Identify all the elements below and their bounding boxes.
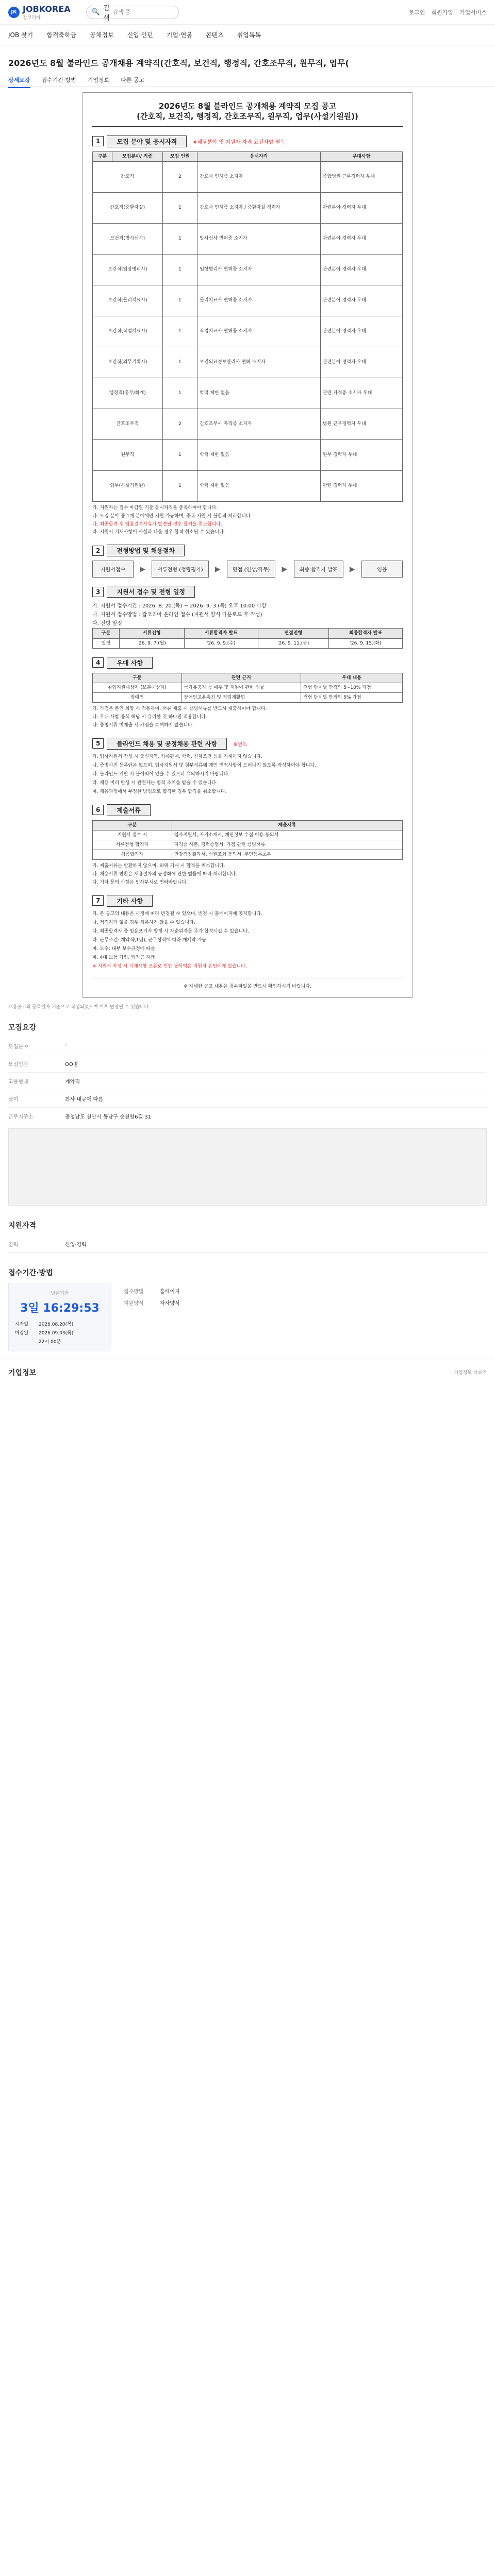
col-header: 구분 [93,673,182,683]
table-cell: 관련분야 경력자 우대 [320,254,402,285]
kv-key: 근무지주소 [8,1108,65,1125]
main-nav [0,25,495,45]
note-line: 나. 채용서류 반환은 채용절차의 공정화에 관한 법률에 따라 처리합니다. [92,872,237,877]
nav-intern[interactable]: 신입·인턴 [127,31,153,39]
flow-step: 지원서접수 [92,561,134,578]
table-cell: '26. 9. 11.(금) [258,638,328,648]
table-cell: 임상병리사 면허증 소지자 [197,254,321,285]
preference-table [92,673,403,703]
section-title: 모집요강 [8,1023,37,1032]
note-line: 나. 모집 분야 중 1개 분야에만 지원 가능하며, 중복 지원 시 불합격 처리합니다. [92,513,252,519]
table-row [93,470,403,501]
nav-bonus[interactable]: 합격축하금 [46,31,77,39]
table-cell: 취업지원대상자 (보훈대상자) [93,683,182,692]
text-line: 라. 채용 비리 발생 시 관련자는 법적 조치를 받을 수 있습니다. [92,780,218,786]
arrow-right-icon: ▶ [140,565,146,573]
login-link[interactable]: 로그인 [408,9,425,16]
flow-step: 면접 (인성/직무) [227,561,275,578]
form-key: 지원양식 [124,1300,144,1307]
table-row [93,378,403,409]
period-block [92,602,403,628]
poster-title-line2: (간호직, 보건직, 행정직, 간호조무직, 원무직, 업무(사설기원원)) [137,112,358,122]
col-header: 모집분야/ 직종 [112,151,162,161]
section-number: 7 [92,895,104,906]
kv-key: 모집인원 [8,1055,65,1073]
schedule-table [92,628,403,648]
col-header: 면접전형 [258,629,328,638]
table-cell: 장애인 [93,692,182,702]
table-cell: 관련 경력자 우대 [320,470,402,501]
text-line: 다. 블라인드 위반 시 불이익이 있을 수 있으니 유의하시기 바랍니다. [92,771,230,777]
table-cell: 2 [162,409,197,439]
table-row [93,223,403,254]
section-name: 기타 사항 [107,895,153,907]
table-cell: 간호조무직 [93,409,163,439]
table-cell: 건강검진결과서, 신원조회 동의서, 주민등록초본 [172,850,402,860]
section-note: ※해당분야 및 지원자 자격 요건사항 필독 [193,139,286,145]
table-row [93,830,403,840]
table-cell: 방사선사 면허증 소지자 [197,223,321,254]
table-cell: 병원 근무경력자 우대 [320,409,402,439]
table-row [93,840,403,850]
method-key: 접수방법 [124,1289,144,1295]
poster-title [92,101,403,127]
period-line: 나. 지원서 접수방법 : 잡코리아 온라인 접수 (지원서 양식 다운로드 후 작성) [92,612,262,618]
section-5-header [92,738,403,750]
table-cell: '26. 9. 9.(수) [184,638,258,648]
tab-detail[interactable]: 상세요강 [8,76,30,88]
col-header: 제출서류 [172,820,402,830]
table-row [93,850,403,860]
table-cell: 간호직(중환자실) [93,192,163,223]
location-map[interactable] [8,1128,487,1206]
logo-sub: 잡코리아 [23,15,41,21]
apply-method [124,1283,180,1351]
kv-value: 충청남도 천안시 동남구 순천향6길 31 [65,1108,487,1125]
col-header: 구분 [93,820,172,830]
page-title: 2026년도 8월 불라인드 공개채용 계약직(간호직, 보건직, 행정직, 간호조무직, 원무직, 업무( [8,58,349,68]
table-row [93,692,403,702]
kv-key: 모집분야 [8,1038,65,1055]
col-header: 서류합격자 발표 [184,629,258,638]
section-4-header [92,657,403,669]
table-cell: 전형 단계별 만점의 5% 가점 [301,692,403,702]
search-box[interactable] [86,4,179,22]
section-note: ※필독 [233,741,248,748]
note-line: 다. 기타 문의 사항은 인사부서로 연락바랍니다. [92,880,188,886]
note-line: 가. 지원자는 접수 마감일 기준 응시자격을 충족하여야 합니다. [92,505,218,511]
kv-value: 회사 내규에 따름 [65,1090,487,1108]
table-cell: 학력 제한 없음 [197,470,321,501]
date-key: 마감일 [15,1330,29,1336]
table-cell: 보건직(물리치료사) [93,285,163,316]
table-row [93,409,403,439]
table-row [93,192,403,223]
table-cell: 원무직 [93,439,163,470]
table-cell: 관련분야 경력자 우대 [320,285,402,316]
table-cell: 간호사 면허증 소지자 [197,161,321,192]
search-label: 검색 [103,4,110,22]
poster-title-line1: 2026년도 8월 블라인드 공개채용 계약직 모집 공고 [158,101,337,111]
table-cell: 행정직(총무/회계) [93,378,163,409]
form-value: 자사양식 [160,1300,180,1307]
section-2-header [92,545,403,556]
table-cell: 관련분야 경력자 우대 [320,192,402,223]
table-cell: 자격증 사본, 경력증명서, 가점 관련 증빙서류 [172,840,402,850]
kv-list [8,1038,487,1125]
note-line: 다. 최종합격 후 임용결격사유가 발견될 경우 합격을 취소합니다. [92,521,222,527]
table-row [93,439,403,470]
logo-text: JOBKOREA [23,4,71,14]
note-line: 나. 우대 사항 중복 해당 시 유리한 것 하나만 적용합니다. [92,715,207,720]
section-4-notes [92,706,403,730]
text-line: 라. 근무조건: 계약직(1년), 근무성적에 따라 재계약 가능 [92,937,207,943]
kv-value: OO명 [65,1055,487,1073]
col-header: 우대사항 [320,151,402,161]
table-cell: 보건직(방사선사) [93,223,163,254]
arrow-right-icon: ▶ [282,565,288,573]
qualification [0,1213,495,1260]
table-cell: '26. 9. 7.(월) [119,638,184,648]
kv-value: 신입·경력 [65,1235,487,1253]
date-list [15,1320,105,1345]
text-line: 마. 채용과정에서 부정한 방법으로 합격한 경우 합격을 취소합니다. [92,789,227,794]
kv-key: 고용형태 [8,1073,65,1090]
table-cell: 학력 제한 없음 [197,378,321,409]
table-cell: 1 [162,470,197,501]
table-cell: 업무(사설기원원) [93,470,163,501]
nav-contents[interactable]: 콘텐츠 [205,31,224,39]
table-cell: 관련분야 경력자 우대 [320,316,402,347]
table-cell: 입사지원서, 자기소개서, 개인정보 수집·이용 동의서 [172,830,402,840]
table-cell: 종합병원 근무경력자 우대 [320,161,402,192]
date-value: 22시 00분 [39,1339,61,1345]
section-number: 4 [92,657,104,668]
search-icon[interactable]: 🔍 [91,8,100,16]
job-poster [82,92,412,998]
section-name: 제출서류 [107,804,150,816]
note-line: 라. 지원서 기재사항이 사실과 다를 경우 합격 취소될 수 있습니다. [92,530,225,535]
section-name: 우대 사항 [107,657,153,669]
tab-company[interactable]: 기업정보 [87,76,110,83]
table-cell: 전형 단계별 만점의 5~10% 가점 [301,683,403,692]
section-name: 지원서 접수 및 전형 일정 [107,586,195,598]
table-cell: 1 [162,347,197,378]
flow-step: 최종 합격자 발표 [294,561,343,578]
table-cell: 국가유공자 등 예우 및 지원에 관한 법률 [182,683,301,692]
col-header: 최종합격자 발표 [329,629,403,638]
period-line: 가. 지원서 접수기간 : 2026. 8. 20.(목) ~ 2026. 9. 3.(목) 오후 10:00 마감 [92,603,267,609]
table-cell: 보건직(임상병리사) [93,254,163,285]
search-input[interactable] [112,9,174,15]
section-number: 3 [92,587,104,597]
table-row [93,254,403,285]
table-cell: 보건직(의무기록사) [93,347,163,378]
business-link[interactable]: 기업서비스 [459,9,487,16]
table-cell: 1 [162,223,197,254]
company-row [0,1359,495,1386]
table-cell: 간호사 면허증 소지자 / 중환자실 경력자 [197,192,321,223]
section-7-header [92,895,403,907]
table-cell: 1 [162,285,197,316]
section-1-notes [92,505,403,537]
nav-job-search[interactable]: JOB 찾기 [8,31,34,39]
section-number: 5 [92,738,104,749]
apply-body [8,1283,487,1351]
arrow-right-icon: ▶ [214,565,221,573]
table-cell: 2 [162,161,197,192]
text-line: ※ 지원서 작성 시 기재사항 오류로 인한 불이익은 지원자 본인에게 있습니다. [92,963,247,969]
countdown-box [8,1283,111,1351]
flow-step: 서류전형 (정량평가) [152,561,208,578]
date-value: 2026.08.20(목) [39,1321,74,1327]
poster-closing: ※ 자세한 공고 내용은 첨부파일을 반드시 확인하시기 바랍니다. [92,978,403,989]
kv-list [8,1235,487,1253]
note-line: 가. 가점은 본인 희망 시 적용하며, 서류 제출 시 증빙서류를 반드시 제출하여야 합니다. [92,706,267,712]
table-cell: 1 [162,316,197,347]
table-cell: 지원서 접수 시 [93,830,172,840]
col-header: 관련 근거 [182,673,301,683]
text-line: 나. 증명사진 등록란은 없으며, 입사지원서 및 첨부서류에 개인 인적사항이 드러나지 않도록 작성하여야 합니다. [92,762,317,768]
detail-tabs [0,73,495,87]
section-5-text [92,754,403,796]
section-name: 블라인드 채용 및 공정채용 관련 사항 [107,738,227,750]
table-row [93,161,403,192]
section-name: 전형방법 및 채용절차 [107,545,185,556]
text-line: 바. 4대 보험 가입, 퇴직금 지급 [92,955,155,960]
text-line: 나. 적격자가 없을 경우 채용하지 않을 수 있습니다. [92,920,195,925]
nav-talk[interactable]: 취업톡톡 [237,31,261,39]
kv-value: - [65,1038,487,1055]
documents-table [92,820,403,860]
section-6-header [92,804,403,816]
table-cell: 학력 제한 없음 [197,439,321,470]
section-7-text [92,911,403,971]
logo-mark-icon: JK [8,7,20,18]
col-header: 구분 [93,629,120,638]
section-number: 6 [92,805,104,815]
section-title: 지원자격 [8,1221,37,1230]
table-cell: 간호직 [93,161,163,192]
text-line: 다. 최종합격자 중 임용포기자 발생 시 차순위자를 추가 합격시킬 수 있습니다. [92,928,249,934]
tab-apply[interactable]: 접수기간·방법 [41,76,76,83]
method-value[interactable]: 홈페이지 [160,1289,180,1295]
apply-info [0,1260,495,1359]
table-row [93,316,403,347]
col-header: 우대 내용 [301,673,403,683]
text-line: 가. 입사지원서 작성 시 출신지역, 가족관계, 학력, 신체조건 등을 기재하지 않습니다. [92,754,262,759]
logo[interactable] [8,4,71,21]
table-cell: 1 [162,378,197,409]
signup-link[interactable]: 회원가입 [431,9,453,16]
section-number: 1 [92,136,104,146]
remain-time: 3일 16:29:53 [20,1301,100,1315]
note-line: 다. 증빙서류 미제출 시 가점을 부여하지 않습니다. [92,722,194,728]
section-3-header [92,586,403,598]
flow-step: 임용 [361,561,403,578]
table-cell: 물리치료사 면허증 소지자 [197,285,321,316]
col-header: 모집 인원 [162,151,197,161]
table-cell: 보건의료정보관리사 면허 소지자 [197,347,321,378]
process-flow [92,561,403,578]
col-header: 서류전형 [119,629,184,638]
nav-public[interactable]: 공채정보 [90,31,114,39]
col-header: 구분 [93,151,112,161]
table-cell: 최종합격자 [93,850,172,860]
table-cell: 장애인고용촉진 및 직업재활법 [182,692,301,702]
table-cell: 1 [162,254,197,285]
poster-wrap [0,87,495,998]
table-cell: 서류전형 합격자 [93,840,172,850]
table-cell: 관련분야 경력자 우대 [320,223,402,254]
table-cell: 작업치료사 면허증 소지자 [197,316,321,347]
table-cell: 관련 자격증 소지자 우대 [320,378,402,409]
kv-value: 계약직 [65,1073,487,1090]
section-1-header [92,135,403,147]
text-line: 가. 본 공고의 내용은 사정에 따라 변경될 수 있으며, 변경 시 홈페이지에 공지합니다. [92,911,262,917]
date-value: 2026.09.03(목) [39,1330,74,1336]
recruit-summary [0,1015,495,1213]
company-more-link[interactable]: 기업정보 더보기 [454,1370,487,1376]
table-row [93,285,403,316]
table-row [93,347,403,378]
table-cell: 간호조무사 자격증 소지자 [197,409,321,439]
text-line: 마. 보수: 내부 보수규정에 따름 [92,946,155,952]
table-row [93,683,403,692]
section-name: 모집 분야 및 응시자격 [107,135,187,147]
section-title: 접수기간·방법 [8,1268,53,1277]
table-cell: 보건직(작업치료사) [93,316,163,347]
col-header: 응시자격 [197,151,321,161]
table-cell: 원무 경력자 우대 [320,439,402,470]
section-6-notes [92,863,403,887]
section-number: 2 [92,546,104,556]
date-key [15,1338,39,1345]
note-line: 가. 제출서류는 반환하지 않으며, 허위 기재 시 합격을 취소합니다. [92,863,225,869]
remain-label: 남은기간 [51,1291,69,1296]
table-cell: 1 [162,439,197,470]
table-cell: 일정 [93,638,120,648]
kv-key: 급여 [8,1090,65,1108]
period-line: 다. 전형 일정 [92,621,122,627]
recruit-table [92,151,403,502]
disclaimer-note: 채용공고의 등록일자 기준으로 작성되었으며 이후 변경될 수 있습니다. [8,1004,151,1010]
top-bar [0,0,495,25]
kv-key: 경력 [8,1235,65,1253]
table-row [93,638,403,648]
tab-other[interactable]: 다른 공고 [121,76,145,83]
nav-salary[interactable]: 기업·연봉 [166,31,192,39]
arrow-right-icon: ▶ [349,565,355,573]
table-cell: 관련분야 경력자 우대 [320,347,402,378]
table-cell: '26. 9. 15.(화) [329,638,403,648]
section-title: 기업정보 [8,1368,37,1377]
top-links [408,8,487,16]
date-key: 시작일 [15,1321,29,1327]
table-cell: 1 [162,192,197,223]
